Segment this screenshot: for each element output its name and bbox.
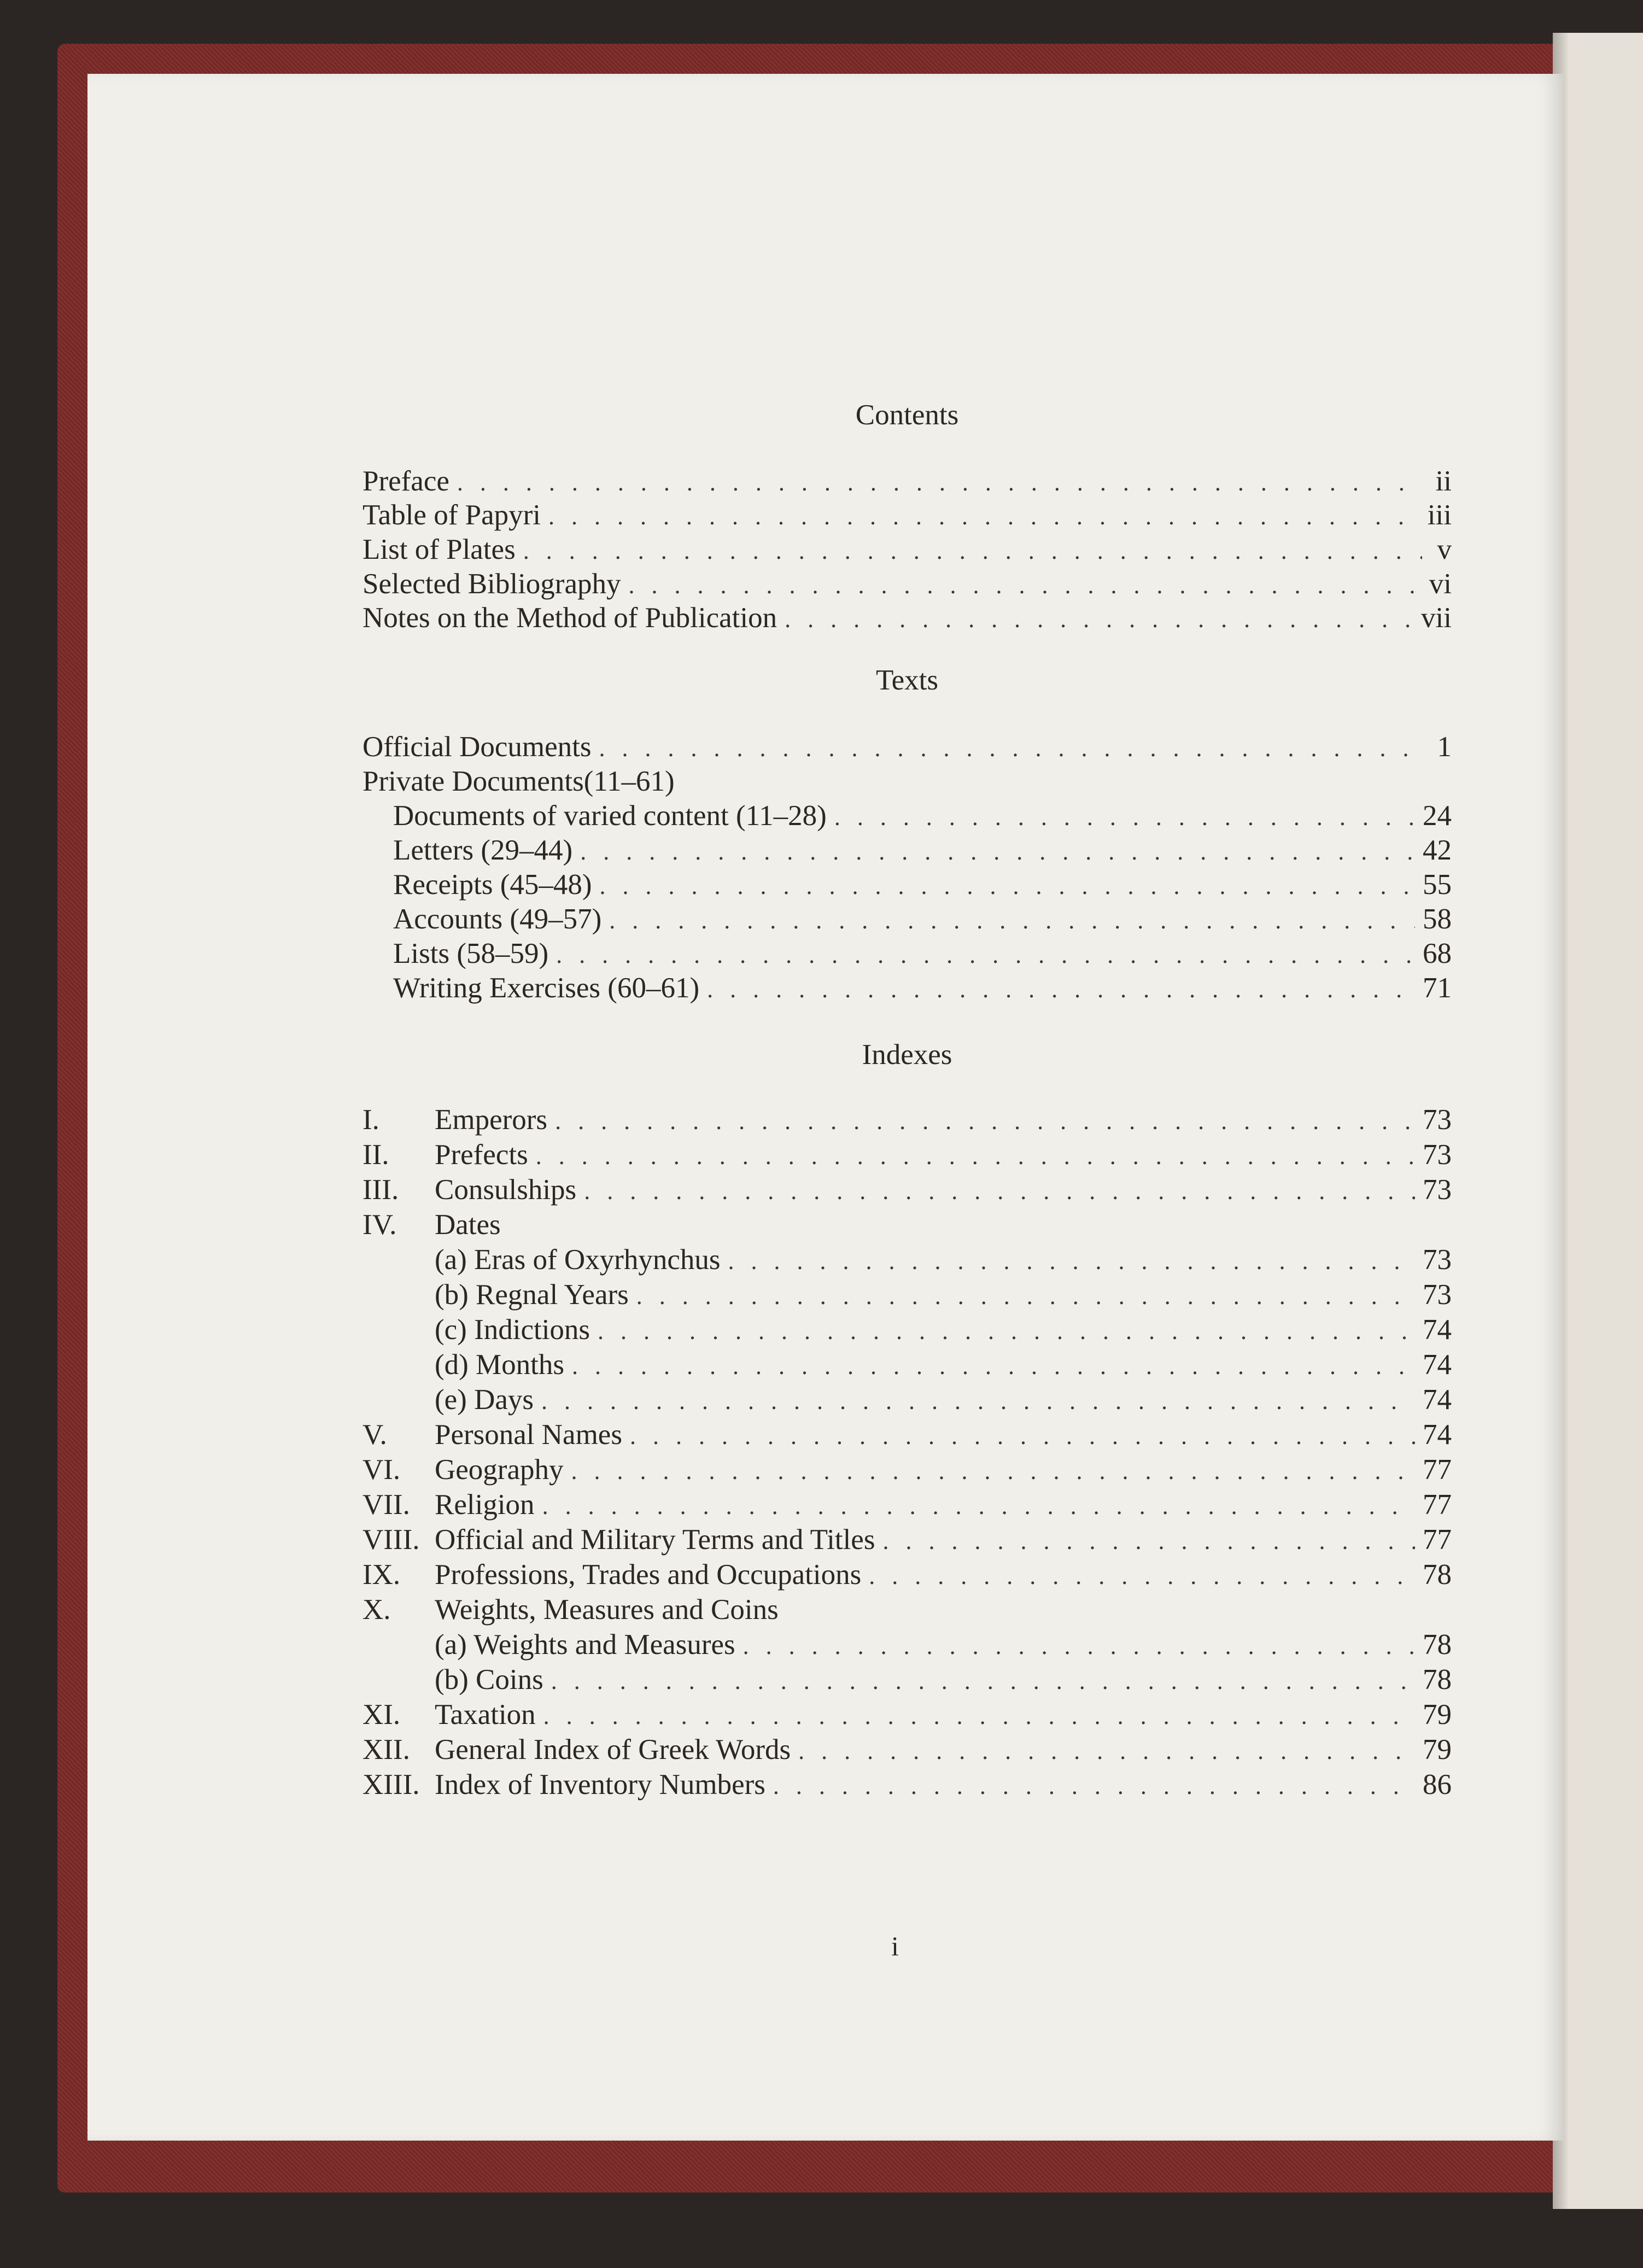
entry-page: vi [1429,568,1452,600]
index-entry-days[interactable] [362,1382,1452,1417]
toc-entry-accounts[interactable] [362,902,1452,937]
entry-label: Writing Exercises (60–61) [393,972,700,1004]
dot-leader [599,731,1423,766]
index-entry-greek-words[interactable] [362,1732,1452,1767]
entry-page: 73 [1423,1244,1452,1276]
index-entry-eras[interactable] [362,1242,1452,1277]
entry-label: (e) Days [435,1384,534,1416]
toc-entry-receipts[interactable] [362,867,1452,902]
entry-page: iii [1427,499,1452,531]
dot-leader [572,1349,1415,1384]
dot-leader [728,1244,1415,1279]
toc-entry-documents-varied[interactable] [362,798,1452,833]
entry-label: (a) Weights and Measures [435,1629,735,1661]
entry-number: I. [362,1104,379,1136]
dot-leader [556,938,1415,973]
index-entry-weights-and-measures[interactable] [362,1627,1452,1662]
dot-leader [743,1629,1415,1664]
entry-page: vii [1421,602,1452,634]
entry-page: 78 [1423,1664,1452,1696]
index-entry-inventory-numbers[interactable] [362,1767,1452,1802]
entry-page: 78 [1423,1559,1452,1591]
entry-label: Preface [362,465,449,497]
dot-leader [541,1384,1415,1419]
toc-entry-letters[interactable] [362,833,1452,868]
entry-number: XII. [362,1734,410,1766]
entry-label: Index of Inventory Numbers [435,1769,765,1801]
dot-leader [600,869,1415,904]
page-number: i [891,1931,899,1961]
toc-entry-list-of-plates[interactable] [362,532,1452,567]
index-entry-personal-names[interactable] [362,1417,1452,1452]
entry-page: 73 [1423,1174,1452,1206]
toc-entry-notes-on-method[interactable] [362,600,1452,635]
entry-label: (d) Months [435,1349,565,1381]
entry-page: 42 [1423,834,1452,866]
entry-page: 71 [1423,972,1452,1004]
entry-page: v [1437,534,1452,565]
index-entry-emperors[interactable] [362,1102,1452,1137]
entry-page: 73 [1423,1139,1452,1171]
index-entry-geography[interactable] [362,1452,1452,1487]
dot-leader [630,1419,1415,1454]
entry-number: XIII. [362,1769,420,1801]
texts-heading: Texts [875,664,939,696]
entry-page: 74 [1423,1314,1452,1346]
dot-leader [551,1664,1415,1699]
entry-page: ii [1435,465,1452,497]
toc-entry-official-documents[interactable] [362,729,1452,764]
entry-page: 78 [1423,1629,1452,1661]
entry-number: XI. [362,1699,401,1731]
dot-leader [834,800,1415,835]
dot-leader [636,1279,1415,1314]
entry-label: Taxation [435,1699,536,1731]
entry-label: Dates [435,1209,501,1241]
index-entry-professions[interactable] [362,1557,1452,1592]
entry-page: 55 [1423,869,1452,901]
entry-page: 73 [1423,1104,1452,1136]
entry-number: III. [362,1174,399,1206]
entry-page: 73 [1423,1279,1452,1311]
dot-leader [628,568,1421,603]
indexes-heading: Indexes [862,1039,952,1071]
dot-leader [543,1699,1415,1734]
entry-page: 1 [1437,731,1452,763]
entry-number: VII. [362,1489,410,1521]
entry-label: Geography [435,1454,564,1486]
entry-label: Personal Names [435,1419,622,1451]
adjacent-page-edge [1553,33,1643,2209]
entry-label: Lists (58–59) [393,938,549,969]
index-entry-taxation[interactable] [362,1697,1452,1732]
dot-leader [882,1524,1415,1559]
entry-page: 74 [1423,1419,1452,1451]
entry-label: (b) Coins [435,1664,543,1696]
index-entry-coins[interactable] [362,1662,1452,1697]
entry-label: Documents of varied content (11–28) [393,800,827,832]
entry-label: Prefects [435,1139,528,1171]
dot-leader [773,1769,1415,1804]
entry-label: Official and Military Terms and Titles [435,1524,875,1556]
dot-leader [785,602,1413,637]
toc-entry-selected-bibliography[interactable] [362,566,1452,601]
entry-label: List of Plates [362,534,516,565]
entry-number: VIII. [362,1524,420,1556]
entry-label: Table of Papyri [362,499,541,531]
dot-leader [598,1314,1415,1349]
dot-leader [571,1454,1415,1489]
toc-entry-private-documents[interactable] [362,764,1452,799]
entry-number: IV. [362,1209,397,1241]
dot-leader [457,465,1422,500]
entry-label: Accounts (49–57) [393,903,602,935]
dot-leader [555,1104,1415,1139]
dot-leader [609,903,1415,938]
entry-label: General Index of Greek Words [435,1734,791,1766]
entry-label: (a) Eras of Oxyrhynchus [435,1244,721,1276]
dot-leader [707,972,1415,1007]
entry-number: V. [362,1419,387,1451]
dot-leader [536,1139,1415,1174]
entry-label: Private Documents(11–61) [362,765,675,797]
entry-page: 74 [1423,1384,1452,1416]
entry-label: Letters (29–44) [393,834,573,866]
entry-label: Emperors [435,1104,548,1136]
entry-page: 79 [1423,1699,1452,1731]
entry-label: (c) Indictions [435,1314,590,1346]
entry-number: X. [362,1594,391,1626]
index-entry-official-military-terms[interactable] [362,1522,1452,1557]
toc-entry-preface[interactable] [362,464,1452,499]
entry-page: 77 [1423,1524,1452,1556]
entry-number: II. [362,1139,389,1171]
dot-leader [580,834,1415,869]
entry-label: Consulships [435,1174,577,1206]
entry-page: 77 [1423,1454,1452,1486]
entry-page: 68 [1423,938,1452,969]
entry-page: 77 [1423,1489,1452,1521]
toc-entry-lists[interactable] [362,936,1452,971]
dot-leader [869,1559,1415,1594]
index-entry-prefects[interactable] [362,1137,1452,1172]
index-entry-indictions[interactable] [362,1312,1452,1347]
entry-label: Weights, Measures and Coins [435,1594,779,1626]
contents-heading: Contents [855,399,959,431]
entry-label: (b) Regnal Years [435,1279,629,1311]
entry-label: Selected Bibliography [362,568,621,600]
entry-page: 79 [1423,1734,1452,1766]
entry-number: IX. [362,1559,401,1591]
dot-leader [523,534,1422,569]
entry-page: 86 [1423,1769,1452,1801]
entry-page: 74 [1423,1349,1452,1381]
entry-label: Professions, Trades and Occupations [435,1559,862,1591]
table-of-contents [362,0,1452,2268]
index-entry-regnal-years[interactable] [362,1277,1452,1312]
index-entry-dates[interactable] [362,1207,1452,1242]
index-entry-weights-measures-coins[interactable] [362,1592,1452,1627]
toc-entry-writing-exercises[interactable] [362,971,1452,1006]
dot-leader [798,1734,1415,1769]
entry-page: 24 [1423,800,1452,832]
entry-label: Official Documents [362,731,592,763]
index-entry-consulships[interactable] [362,1172,1452,1207]
dot-leader [548,499,1420,534]
dot-leader [584,1174,1415,1209]
entry-label: Receipts (45–48) [393,869,592,901]
entry-label: Religion [435,1489,535,1521]
entry-page: 58 [1423,903,1452,935]
index-entry-months[interactable] [362,1347,1452,1382]
entry-label: Notes on the Method of Publication [362,602,777,634]
index-entry-religion[interactable] [362,1487,1452,1522]
dot-leader [542,1489,1415,1524]
entry-number: VI. [362,1454,401,1486]
toc-entry-table-of-papyri[interactable] [362,498,1452,533]
